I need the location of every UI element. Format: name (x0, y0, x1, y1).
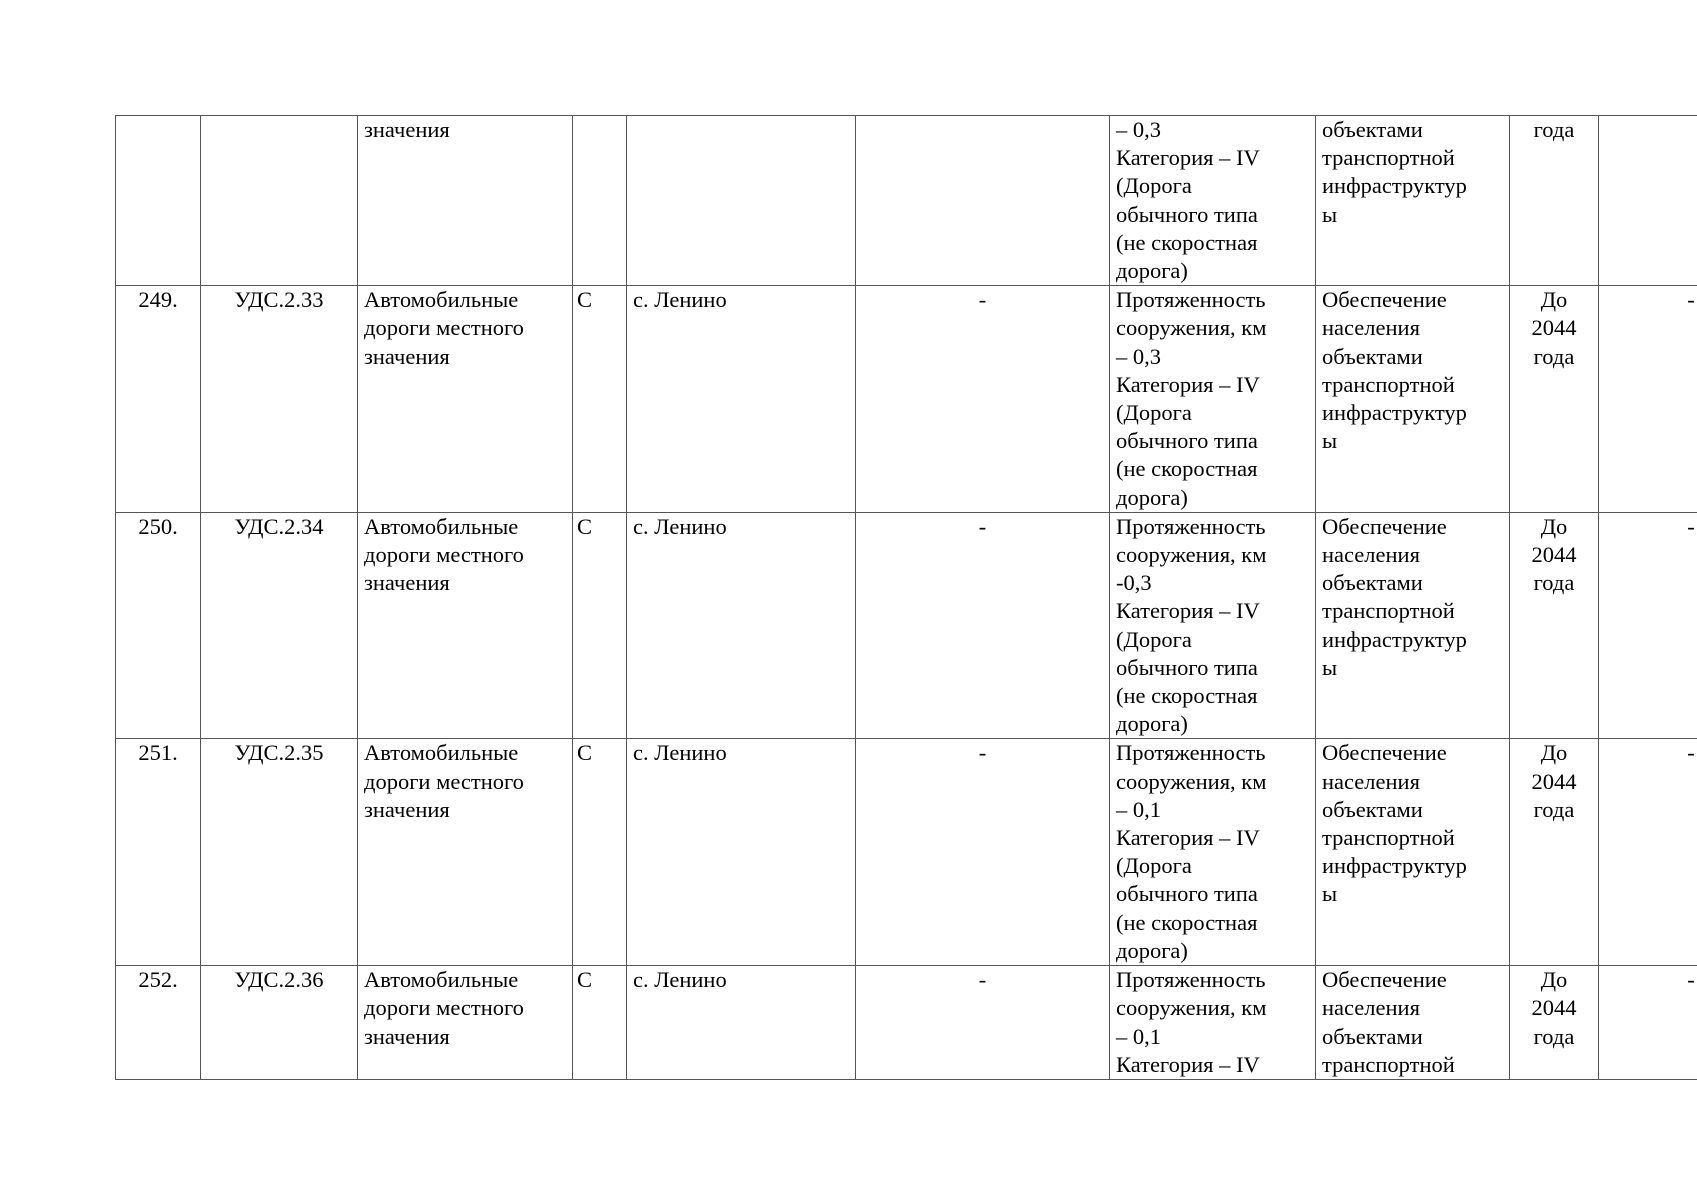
cell-text-line: Категория – IV (1116, 598, 1260, 624)
cell-text-line: – 0,1 (1116, 1023, 1161, 1049)
parameters-cell (1110, 286, 1316, 513)
cell-text: - (1687, 287, 1695, 313)
cell-text: - (978, 967, 987, 993)
cell-text-line: значения (364, 343, 450, 369)
cell-text: 252. (138, 967, 178, 993)
cell-text: С (577, 287, 593, 313)
cell-text-line: Протяженность (1116, 740, 1266, 766)
cell-text-line: До (1540, 513, 1568, 539)
cell-text-line: объектами (1322, 117, 1423, 142)
purpose-cell (1316, 739, 1510, 966)
cell-text-line: транспортной (1322, 598, 1455, 624)
cell-text-line: дорога) (1116, 484, 1188, 510)
cell-text-line: транспортной (1322, 371, 1455, 397)
location-cell (627, 739, 856, 966)
zone-cell (856, 512, 1110, 739)
cell-text-line: Протяженность (1116, 287, 1266, 313)
cell-text-line: инфраструктур (1322, 626, 1467, 652)
cell-text-line: населения (1322, 768, 1420, 794)
cell-text-line: инфраструктур (1322, 400, 1467, 426)
status-cell (573, 512, 627, 739)
cell-text: УДС.2.35 (234, 740, 324, 766)
cell-text-line: (не скоростная (1116, 229, 1258, 255)
cell-text-line: населения (1322, 995, 1420, 1021)
cell-text-line: дороги местного (364, 542, 524, 568)
object-code-cell (201, 512, 358, 739)
cell-text-line: Обеспечение (1322, 740, 1447, 766)
cell-text-line: дороги местного (364, 995, 524, 1021)
cell-text: С (577, 740, 593, 766)
cell-text: 250. (138, 513, 178, 539)
row-number-cell (116, 739, 201, 966)
cell-text: УДС.2.33 (234, 287, 324, 313)
cell-text-line: Обеспечение (1322, 513, 1447, 539)
cell-text-line: населения (1322, 315, 1420, 341)
cell-text-line: До (1540, 967, 1568, 993)
table-row (116, 512, 1697, 739)
note-cell (1599, 739, 1697, 966)
cell-text: - (978, 287, 987, 313)
cell-text: УДС.2.36 (234, 967, 324, 993)
cell-text-line: До (1540, 287, 1568, 313)
cell-text-line: дороги местного (364, 315, 524, 341)
cell-text-line: (не скоростная (1116, 456, 1258, 482)
zone-cell (856, 966, 1110, 1080)
cell-text-line: сооружения, км (1116, 995, 1267, 1021)
cell-text-line: 2044 (1531, 768, 1577, 794)
status-cell (573, 286, 627, 513)
purpose-cell (1316, 286, 1510, 513)
location-cell (627, 286, 856, 513)
cell-text-line: До (1540, 740, 1568, 766)
cell-text-line: года (1533, 796, 1575, 822)
cell-text: - (1687, 967, 1695, 993)
cell-text-line: ы (1322, 201, 1338, 227)
cell-text: 251. (138, 740, 178, 766)
table-row (116, 286, 1697, 513)
parameters-cell (1110, 512, 1316, 739)
parameters-cell (1110, 739, 1316, 966)
cell-text-line: года (1533, 1023, 1575, 1049)
cell-text: С (577, 513, 593, 539)
cell-text-line: значения (364, 570, 450, 596)
table-body (116, 116, 1697, 1080)
cell-text-line: дорога) (1116, 937, 1188, 963)
cell-text-line: Протяженность (1116, 513, 1266, 539)
row-number-cell (116, 286, 201, 513)
cell-text-line: Обеспечение (1322, 967, 1447, 993)
cell-text: - (1687, 513, 1695, 539)
objects-table (115, 115, 1697, 1080)
zone-cell (856, 286, 1110, 513)
cell-text-line: Автомобильные (364, 967, 519, 993)
cell-text-line: (не скоростная (1116, 683, 1258, 709)
cell-text-line: года (1533, 117, 1575, 142)
note-cell (1599, 512, 1697, 739)
object-name-cell (358, 512, 573, 739)
purpose-cell (1316, 966, 1510, 1080)
cell-text-line: инфраструктур (1322, 853, 1467, 879)
cell-text-line: года (1533, 343, 1575, 369)
term-cell (1510, 286, 1599, 513)
cell-text-line: Категория – IV (1116, 1051, 1260, 1077)
cell-text-line: объектами (1322, 1023, 1423, 1049)
object-code-cell (201, 966, 358, 1080)
cell-text: с. Ленино (633, 513, 727, 539)
cell-text-line: (Дорога (1116, 400, 1192, 426)
table-row (116, 966, 1697, 1080)
cell-text-line: сооружения, км (1116, 315, 1267, 341)
cell-text: с. Ленино (633, 967, 727, 993)
cell-text-line: (Дорога (1116, 853, 1192, 879)
cell-text-line: значения (364, 117, 450, 142)
location-cell (627, 512, 856, 739)
cell-text: С (577, 967, 593, 993)
cell-text-line: дорога) (1116, 711, 1188, 737)
cell-text: - (978, 740, 987, 766)
cell-text-line: Автомобильные (364, 513, 519, 539)
zone-cell (856, 116, 1110, 286)
cell-text-line: – 0,3 (1116, 343, 1161, 369)
cell-text-line: (не скоростная (1116, 909, 1258, 935)
term-cell (1510, 739, 1599, 966)
cell-text-line: объектами (1322, 796, 1423, 822)
cell-text-line: сооружения, км (1116, 768, 1267, 794)
object-name-cell (358, 116, 573, 286)
object-code-cell (201, 116, 358, 286)
cell-text-line: – 0,1 (1116, 796, 1161, 822)
cell-text-line: Протяженность (1116, 967, 1266, 993)
cell-text-line: обычного типа (1116, 201, 1258, 227)
object-name-cell (358, 286, 573, 513)
status-cell (573, 739, 627, 966)
cell-text-line: ы (1322, 428, 1338, 454)
status-cell (573, 116, 627, 286)
cell-text-line: инфраструктур (1322, 173, 1467, 199)
term-cell (1510, 512, 1599, 739)
row-number-cell (116, 966, 201, 1080)
cell-text-line: (Дорога (1116, 626, 1192, 652)
cell-text-line: обычного типа (1116, 881, 1258, 907)
cell-text-line: (Дорога (1116, 173, 1192, 199)
cell-text-line: Автомобильные (364, 740, 519, 766)
cell-text: - (978, 513, 987, 539)
parameters-cell (1110, 966, 1316, 1080)
cell-text-line: ы (1322, 654, 1338, 680)
parameters-cell (1110, 116, 1316, 286)
location-cell (627, 966, 856, 1080)
table-row (116, 739, 1697, 966)
cell-text-line: Категория – IV (1116, 371, 1260, 397)
status-cell (573, 966, 627, 1080)
cell-text-line: Автомобильные (364, 287, 519, 313)
cell-text-line: Категория – IV (1116, 825, 1260, 851)
table-row (116, 116, 1697, 286)
cell-text-line: значения (364, 1023, 450, 1049)
purpose-cell (1316, 512, 1510, 739)
cell-text-line: года (1533, 570, 1575, 596)
cell-text: с. Ленино (633, 740, 727, 766)
object-name-cell (358, 966, 573, 1080)
cell-text-line: сооружения, км (1116, 542, 1267, 568)
cell-text-line: Обеспечение (1322, 287, 1447, 313)
object-code-cell (201, 286, 358, 513)
cell-text-line: населения (1322, 542, 1420, 568)
term-cell (1510, 966, 1599, 1080)
cell-text-line: значения (364, 796, 450, 822)
cell-text-line: 2044 (1531, 315, 1577, 341)
object-name-cell (358, 739, 573, 966)
row-number-cell (116, 116, 201, 286)
term-cell (1510, 116, 1599, 286)
object-code-cell (201, 739, 358, 966)
cell-text-line: – 0,3 (1116, 117, 1161, 142)
cell-text: 249. (138, 287, 178, 313)
cell-text-line: ы (1322, 881, 1338, 907)
cell-text-line: дорога) (1116, 258, 1188, 284)
location-cell (627, 116, 856, 286)
cell-text-line: транспортной (1322, 1051, 1455, 1077)
note-cell (1599, 116, 1697, 286)
cell-text-line: транспортной (1322, 145, 1455, 171)
cell-text-line: -0,3 (1116, 570, 1152, 596)
cell-text-line: 2044 (1531, 995, 1577, 1021)
purpose-cell (1316, 116, 1510, 286)
cell-text-line: Категория – IV (1116, 145, 1260, 171)
cell-text-line: объектами (1322, 570, 1423, 596)
cell-text: с. Ленино (633, 287, 727, 313)
cell-text: УДС.2.34 (234, 513, 324, 539)
note-cell (1599, 966, 1697, 1080)
cell-text-line: обычного типа (1116, 428, 1258, 454)
note-cell (1599, 286, 1697, 513)
cell-text-line: 2044 (1531, 542, 1577, 568)
cell-text-line: обычного типа (1116, 654, 1258, 680)
cell-text: - (1687, 740, 1695, 766)
cell-text-line: дороги местного (364, 768, 524, 794)
cell-text-line: транспортной (1322, 825, 1455, 851)
cell-text-line: объектами (1322, 343, 1423, 369)
zone-cell (856, 739, 1110, 966)
row-number-cell (116, 512, 201, 739)
